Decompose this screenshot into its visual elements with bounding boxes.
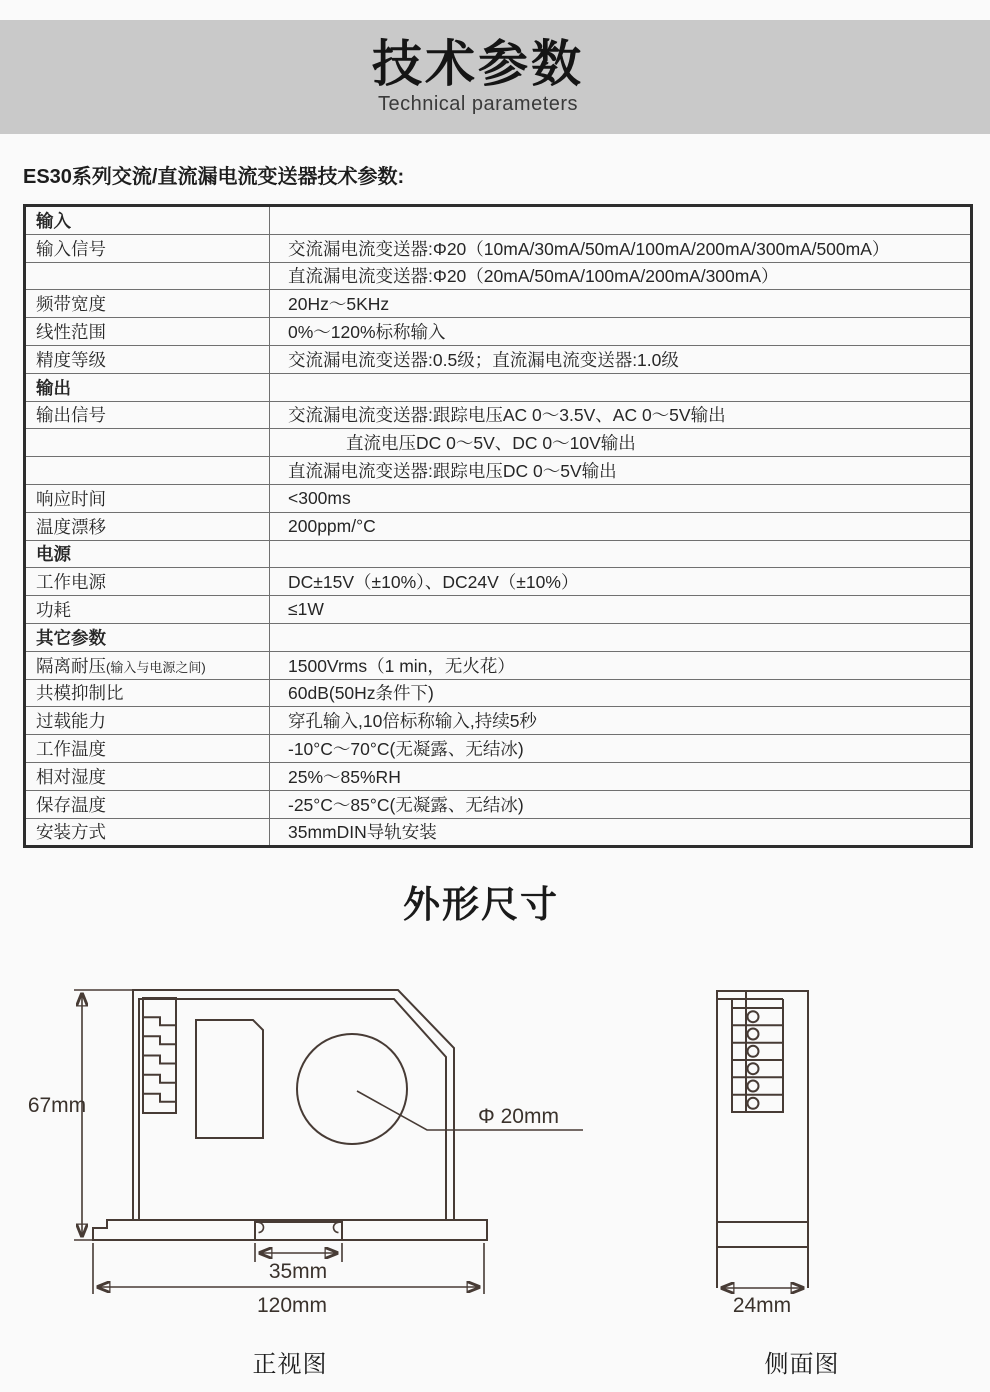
- table-row: [25, 818, 972, 847]
- param-value: 0%～120%标称输入: [270, 318, 972, 346]
- front-body-outer: [133, 990, 454, 1220]
- table-row: [25, 790, 972, 818]
- table-row: [25, 345, 972, 373]
- side-base-lines: [717, 1222, 808, 1247]
- spec-table-body: [25, 206, 972, 847]
- param-value: DC±15V（±10%）、DC24V（±10%）: [270, 568, 972, 596]
- param-label: 温度漂移: [25, 512, 270, 540]
- table-row: [25, 234, 972, 262]
- table-section-row: [25, 206, 972, 235]
- param-value: 1500Vrms（1 min，无火花）: [270, 651, 972, 679]
- side-view-caption: 侧面图: [764, 1351, 840, 1378]
- param-label: 输入信号: [25, 234, 270, 262]
- param-label: [25, 429, 270, 457]
- page-title: 技术参数: [372, 36, 584, 93]
- table-row: [25, 401, 972, 429]
- page-subtitle: Technical parameters: [377, 92, 579, 115]
- param-label: 过载能力: [25, 707, 270, 735]
- param-label: [25, 457, 270, 485]
- side-terminal-block: [732, 999, 783, 1112]
- param-value: 交流漏电流变送器:跟踪电压AC 0～3.5V、AC 0～5V输出: [270, 401, 972, 429]
- spec-table: [23, 204, 973, 848]
- table-row: [25, 679, 972, 707]
- table-row: [25, 484, 972, 512]
- param-label: 频带宽度: [25, 290, 270, 318]
- side-view-drawing: [717, 991, 808, 1317]
- param-value: [270, 623, 972, 651]
- dimensions-title: 外形尺寸: [403, 884, 559, 925]
- dim-24mm-label: 24mm: [732, 1294, 792, 1317]
- table-row: [25, 318, 972, 346]
- section-heading: ES30系列交流/直流漏电流变送器技术参数:: [23, 166, 405, 188]
- dim-hole-label: Φ 20mm: [478, 1105, 559, 1128]
- param-label: 工作温度: [25, 735, 270, 763]
- dimension-drawing: [0, 960, 990, 1360]
- dim-120mm-label: 120mm: [256, 1294, 328, 1317]
- param-label: [25, 262, 270, 290]
- front-body-inner: [139, 999, 446, 1220]
- param-value: 直流漏电流变送器:Φ20（20mA/50mA/100mA/200mA/300mA）: [270, 262, 972, 290]
- table-row: [25, 568, 972, 596]
- param-label: 精度等级: [25, 345, 270, 373]
- param-value: [270, 373, 972, 401]
- param-value: ≤1W: [270, 596, 972, 624]
- param-label: 输出: [25, 373, 270, 401]
- table-section-row: [25, 623, 972, 651]
- front-view-caption: 正视图: [252, 1351, 328, 1378]
- param-value: [270, 206, 972, 235]
- param-value: 25%～85%RH: [270, 762, 972, 790]
- param-label: 响应时间: [25, 484, 270, 512]
- param-value: -25°C～85°C(无凝露、无结冰): [270, 790, 972, 818]
- param-label: 功耗: [25, 596, 270, 624]
- param-value: [270, 540, 972, 568]
- param-value: 200ppm/°C: [270, 512, 972, 540]
- front-hole-circle: [297, 1034, 407, 1144]
- param-value: 35mmDIN导轨安装: [270, 818, 972, 847]
- table-section-row: [25, 373, 972, 401]
- param-label: 电源: [25, 540, 270, 568]
- dim-35mm-label: 35mm: [268, 1260, 328, 1283]
- din-rail-slot: [255, 1222, 342, 1240]
- side-body-outline: [717, 991, 808, 1288]
- table-row: [25, 651, 972, 679]
- param-label-note: (输入与电源之间): [106, 659, 206, 675]
- param-value: 直流漏电流变送器:跟踪电压DC 0～5V输出: [270, 457, 972, 485]
- dim-67mm-label: 67mm: [27, 1094, 87, 1117]
- param-value: 20Hz～5KHz: [270, 290, 972, 318]
- param-value: 穿孔输入,10倍标称输入,持续5秒: [270, 707, 972, 735]
- param-label: 其它参数: [25, 623, 270, 651]
- param-value: -10°C～70°C(无凝露、无结冰): [270, 735, 972, 763]
- param-label: 安装方式: [25, 818, 270, 847]
- param-value: 60dB(50Hz条件下): [270, 679, 972, 707]
- table-row: [25, 457, 972, 485]
- param-value: 交流漏电流变送器:0.5级；直流漏电流变送器:1.0级: [270, 345, 972, 373]
- param-label: 线性范围: [25, 318, 270, 346]
- table-section-row: [25, 540, 972, 568]
- param-label: 隔离耐压(输入与电源之间): [25, 651, 270, 679]
- table-row: [25, 596, 972, 624]
- param-value: 交流漏电流变送器:Φ20（10mA/30mA/50mA/100mA/200mA/300mA/500mA）: [270, 234, 972, 262]
- table-row: [25, 707, 972, 735]
- header-text-group: [372, 38, 584, 116]
- front-label-plate: [196, 1020, 263, 1138]
- param-label: 保存温度: [25, 790, 270, 818]
- param-label: 相对湿度: [25, 762, 270, 790]
- param-label: 工作电源: [25, 568, 270, 596]
- param-label: 共模抑制比: [25, 679, 270, 707]
- front-terminal-block: [143, 998, 176, 1113]
- param-label: 输入: [25, 206, 270, 235]
- front-view-drawing: [28, 990, 583, 1317]
- param-value: 直流电压DC 0～5V、DC 0～10V输出: [270, 429, 972, 457]
- param-label: 输出信号: [25, 401, 270, 429]
- param-value: <300ms: [270, 484, 972, 512]
- table-row: [25, 735, 972, 763]
- table-row: [25, 262, 972, 290]
- table-row: [25, 429, 972, 457]
- table-row: [25, 512, 972, 540]
- table-row: [25, 290, 972, 318]
- header-band: [0, 20, 990, 134]
- table-row: [25, 762, 972, 790]
